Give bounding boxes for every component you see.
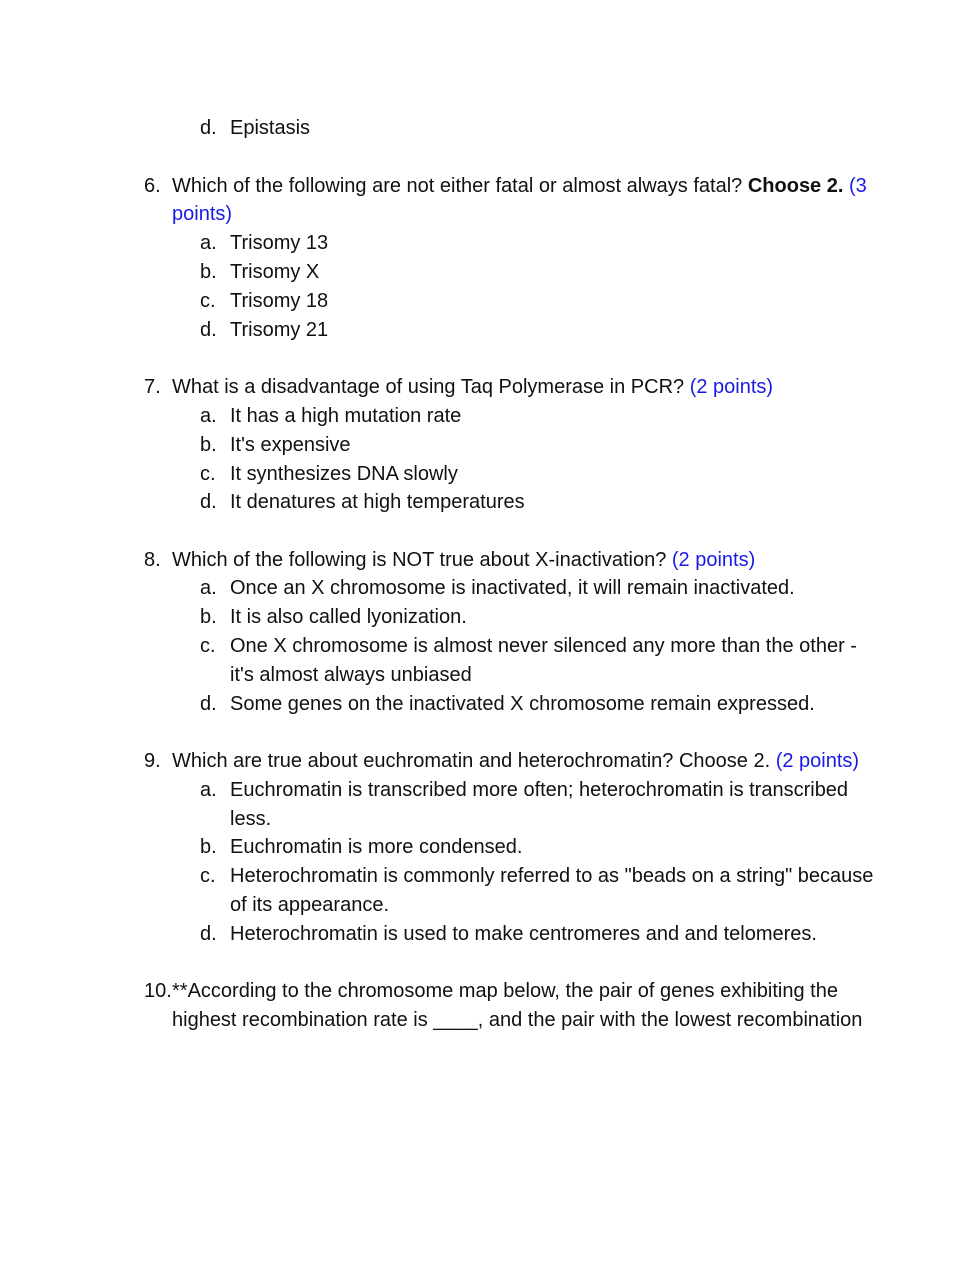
option-letter: b. (200, 434, 217, 456)
option-text: It has a high mutation rate (230, 405, 462, 427)
option-text-continued: of its appearance. (230, 894, 389, 916)
option-text: Trisomy 18 (230, 290, 329, 312)
option-text: It synthesizes DNA slowly (230, 463, 458, 485)
question-text-continued: highest recombination rate is ____, and the pair with the lowest recombination (172, 1009, 863, 1031)
question-text (172, 373, 773, 402)
option-text: Euchromatin is more condensed. (230, 836, 523, 858)
option-text: Trisomy X (230, 261, 320, 283)
option-letter: a. (200, 779, 217, 801)
question-text (172, 747, 859, 776)
points-label: (2 points) (671, 549, 756, 571)
option-letter: a. (200, 405, 217, 427)
question-prompt: Which of the following are not either fatal or almost always fatal? (172, 175, 748, 197)
option-text: Trisomy 13 (230, 232, 329, 254)
option-text: Trisomy 21 (230, 319, 329, 341)
question-prompt: Which are true about euchromatin and heterochromatin? Choose 2. (172, 750, 776, 772)
option-text: Heterochromatin is used to make centromeres and and telomeres. (230, 923, 817, 945)
option-letter: b. (200, 836, 217, 858)
option-text: It denatures at high temperatures (230, 491, 525, 513)
points-label-continued: points) (172, 203, 233, 225)
points-label: (2 points) (775, 750, 860, 772)
question-text: **According to the chromosome map below, the pair of genes exhibiting the (172, 980, 838, 1002)
option-letter: c. (200, 290, 216, 312)
points-label: (2 points) (689, 376, 774, 398)
option-text: Euchromatin is transcribed more often; heterochromatin is transcribed (230, 779, 849, 801)
option-text: It is also called lyonization. (230, 606, 467, 628)
option-letter: d. (200, 319, 217, 341)
option-letter: a. (200, 577, 217, 599)
option-letter: d. (200, 923, 217, 945)
option-letter: d. (200, 693, 217, 715)
question-prompt: What is a disadvantage of using Taq Polymerase in PCR? (172, 376, 690, 398)
option-text: Some genes on the inactivated X chromosome remain expressed. (230, 693, 815, 715)
option-text: It's expensive (230, 434, 351, 456)
question-number: 7. (144, 376, 161, 398)
question-number: 6. (144, 175, 161, 197)
option-text-continued: it's almost always unbiased (230, 664, 472, 686)
question-number: 10. (144, 980, 172, 1002)
question-number: 8. (144, 549, 161, 571)
question-text (172, 546, 755, 575)
option-text: Epistasis (230, 117, 311, 139)
option-letter: a. (200, 232, 217, 254)
option-letter: b. (200, 606, 217, 628)
question-number: 9. (144, 750, 161, 772)
question-instruction: Choose 2. (747, 175, 844, 197)
option-letter: d. (200, 491, 217, 513)
option-text-continued: less. (230, 808, 272, 830)
option-letter: c. (200, 463, 216, 485)
option-text: One X chromosome is almost never silenced any more than the other - (230, 635, 857, 657)
points-label: (3 (843, 175, 867, 197)
option-letter: b. (200, 261, 217, 283)
option-text: Heterochromatin is commonly referred to as "beads on a string" because (230, 865, 874, 887)
option-letter: c. (200, 635, 216, 657)
question-prompt: Which of the following is NOT true about X-inactivation? (172, 549, 672, 571)
option-text: Once an X chromosome is inactivated, it will remain inactivated. (230, 577, 795, 599)
question-text (172, 172, 867, 201)
option-letter: c. (200, 865, 216, 887)
option-letter: d. (200, 117, 217, 139)
